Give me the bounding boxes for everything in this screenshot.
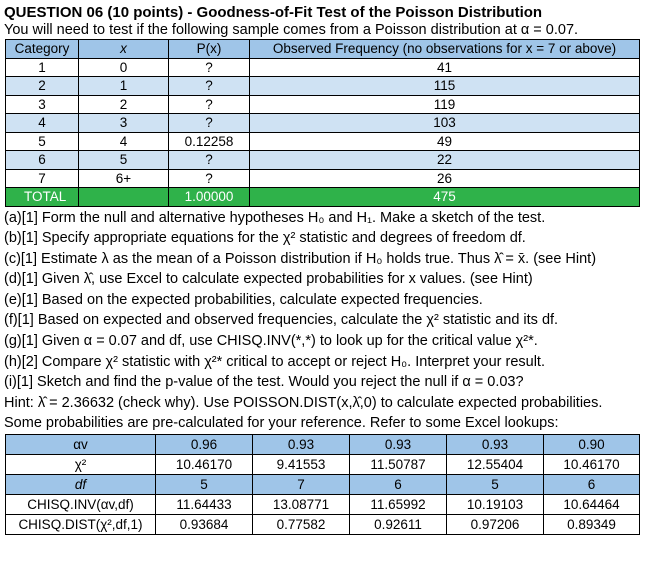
lookup-cell: 10.46170 — [544, 455, 640, 475]
cell-px: ? — [169, 77, 250, 96]
hint-text: Hint: λ̂ = 2.36632 (check why). Use POISSON.DIST(x,λ̂,0) to calculate expected probabilities. — [4, 394, 603, 411]
header-observed: Observed Frequency (no observations for x = 7 or above) — [250, 40, 640, 59]
lookup-cell: 13.08771 — [253, 495, 350, 515]
cell-px: ? — [169, 58, 250, 77]
question-g: (g)[1] Given α = 0.07 and df, use CHISQ.INV(*,*) to look up for the critical value χ²*. — [4, 333, 538, 350]
total-x — [79, 188, 169, 207]
lookup-label: CHISQ.DIST(χ²,df,1) — [6, 515, 156, 535]
lookup-cell: 0.77582 — [253, 515, 350, 535]
cell-x: 5 — [79, 151, 169, 170]
excel-lookup-table — [5, 434, 640, 535]
cell-px: ? — [169, 95, 250, 114]
lookup-row-df — [6, 475, 640, 495]
question-a: (a)[1] Form the null and alternative hypotheses H₀ and H₁. Make a sketch of the test. — [4, 209, 546, 226]
lookup-label: χ² — [6, 455, 156, 475]
cell-px: ? — [169, 114, 250, 133]
lookup-cell: 0.93 — [350, 435, 447, 455]
cell-x: 2 — [79, 95, 169, 114]
reference-note: Some probabilities are pre-calculated for your reference. Refer to some Excel lookups: — [4, 415, 559, 432]
cell-category: 4 — [6, 114, 79, 133]
lookup-row-chisq-dist — [6, 515, 640, 535]
table-row — [6, 58, 640, 77]
lookup-cell: 10.64464 — [544, 495, 640, 515]
question-title: QUESTION 06 (10 points) - Goodness-of-Fit Test of the Poisson Distribution — [4, 4, 543, 21]
cell-category: 3 — [6, 95, 79, 114]
question-f: (f)[1] Based on expected and observed frequencies, calculate the χ² statistic and its df. — [4, 312, 559, 329]
question-c: (c)[1] Estimate λ as the mean of a Poisson distribution if H₀ holds true. Thus λ̂ = x̄. (see Hint) — [4, 250, 597, 267]
table-row — [6, 77, 640, 96]
cell-px: 0.12258 — [169, 132, 250, 151]
lookup-cell: 0.93684 — [156, 515, 253, 535]
cell-category: 1 — [6, 58, 79, 77]
lookup-row-chi-square — [6, 455, 640, 475]
cell-x: 6+ — [79, 169, 169, 188]
question-i: (i)[1] Sketch and find the p-value of the test. Would you reject the null if α = 0.03? — [4, 374, 524, 391]
lookup-label: αv — [6, 435, 156, 455]
table-row — [6, 151, 640, 170]
cell-x: 3 — [79, 114, 169, 133]
question-d: (d)[1] Given λ̂, use Excel to calculate expected probabilities for x values. (see Hint) — [4, 271, 533, 288]
cell-px: ? — [169, 169, 250, 188]
cell-observed: 41 — [250, 58, 640, 77]
lookup-cell: 7 — [253, 475, 350, 495]
cell-observed: 26 — [250, 169, 640, 188]
lookup-row-chisq-inv — [6, 495, 640, 515]
lookup-cell: 0.93 — [447, 435, 544, 455]
question-e: (e)[1] Based on the expected probabilities, calculate expected frequencies. — [4, 291, 483, 308]
cell-category: 2 — [6, 77, 79, 96]
lookup-cell: 0.93 — [253, 435, 350, 455]
cell-x: 4 — [79, 132, 169, 151]
cell-observed: 103 — [250, 114, 640, 133]
cell-observed: 49 — [250, 132, 640, 151]
question-list — [4, 208, 652, 435]
lookup-cell: 10.46170 — [156, 455, 253, 475]
total-px: 1.00000 — [169, 188, 250, 207]
lookup-cell: 6 — [544, 475, 640, 495]
header-x: x — [79, 40, 169, 59]
header-category: Category — [6, 40, 79, 59]
lookup-cell: 0.97206 — [447, 515, 544, 535]
lookup-cell: 12.55404 — [447, 455, 544, 475]
lookup-label: df — [6, 475, 156, 495]
lookup-label: CHISQ.INV(αv,df) — [6, 495, 156, 515]
question-b: (b)[1] Specify appropriate equations for the χ² statistic and degrees of freedom df. — [4, 230, 526, 247]
total-observed: 475 — [250, 188, 640, 207]
lookup-cell: 5 — [156, 475, 253, 495]
lookup-cell: 0.92611 — [350, 515, 447, 535]
total-row — [6, 188, 640, 207]
cell-observed: 22 — [250, 151, 640, 170]
frequency-table-header — [6, 40, 640, 59]
table-row — [6, 132, 640, 151]
cell-category: 7 — [6, 169, 79, 188]
cell-x: 0 — [79, 58, 169, 77]
table-row — [6, 95, 640, 114]
lookup-cell: 6 — [350, 475, 447, 495]
total-label: TOTAL — [6, 188, 79, 207]
lookup-cell: 11.65992 — [350, 495, 447, 515]
cell-category: 5 — [6, 132, 79, 151]
question-intro: You will need to test if the following sample comes from a Poisson distribution at α = 0.07. — [4, 22, 579, 38]
lookup-cell: 11.50787 — [350, 455, 447, 475]
cell-x: 1 — [79, 77, 169, 96]
cell-category: 6 — [6, 151, 79, 170]
lookup-cell: 10.19103 — [447, 495, 544, 515]
table-row — [6, 169, 640, 188]
cell-observed: 119 — [250, 95, 640, 114]
frequency-table — [5, 39, 640, 207]
lookup-cell: 11.64433 — [156, 495, 253, 515]
cell-observed: 115 — [250, 77, 640, 96]
header-px: P(x) — [169, 40, 250, 59]
lookup-cell: 0.96 — [156, 435, 253, 455]
lookup-row-alpha — [6, 435, 640, 455]
lookup-cell: 5 — [447, 475, 544, 495]
lookup-cell: 0.89349 — [544, 515, 640, 535]
table-row — [6, 114, 640, 133]
lookup-cell: 0.90 — [544, 435, 640, 455]
cell-px: ? — [169, 151, 250, 170]
question-h: (h)[2] Compare χ² statistic with χ²* critical to accept or reject H₀. Interpret your result. — [4, 353, 545, 370]
lookup-cell: 9.41553 — [253, 455, 350, 475]
